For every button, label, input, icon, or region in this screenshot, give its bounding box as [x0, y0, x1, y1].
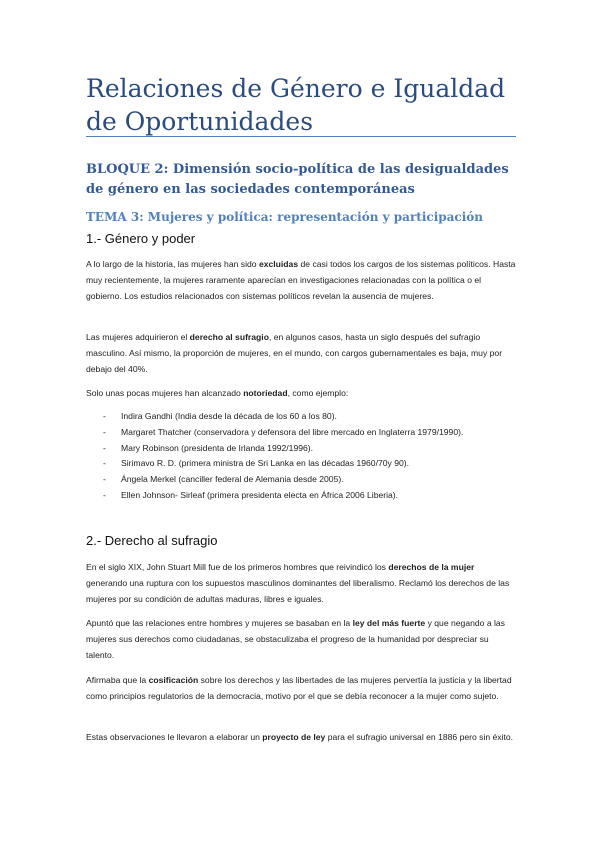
list-item-text: Ángela Merkel (canciller federal de Alemania desde 2005). — [121, 474, 344, 485]
bold-term: cosificación — [148, 675, 199, 685]
list-item-text: Sirimavo R. D. (primera ministra de Sri Lanka en las décadas 1960/70y 90). — [121, 458, 410, 469]
text-run: Afirmaba que la — [86, 675, 149, 685]
tema-heading: TEMA 3: Mujeres y política: representación y participación — [86, 210, 484, 224]
text-run: para el sufragio universal en 1886 pero sin éxito. — [325, 732, 514, 742]
bullet-dash: - — [103, 411, 106, 421]
text-run: de casi todos los cargos de los sistemas políticos. Hasta muy recientemente, la mujeres raramente aparecían en investigaciones relacionadas con la política o el gobierno. Los estudios relacionados con sistemas políticos revelan la ausencia de mujeres. — [86, 259, 516, 301]
bullet-dash: - — [103, 489, 106, 500]
section2-paragraph-1 — [86, 560, 516, 607]
text-run: generando una ruptura con los supuestos masculinos dominantes del liberalismo. Reclamó los derechos de las mujeres por su condición de adultas maduras, libres e iguales. — [86, 577, 510, 604]
section2-paragraph-2 — [86, 616, 516, 663]
bullet-dash: - — [103, 474, 106, 485]
list-item — [86, 488, 516, 504]
bold-term: ley del más fuerte — [352, 618, 426, 628]
bold-term: notoriedad — [243, 388, 288, 398]
section1-paragraph-2 — [86, 330, 516, 377]
text-run: , como ejemplo: — [287, 388, 349, 398]
list-item — [86, 472, 516, 488]
bold-term: derechos de la mujer — [388, 562, 475, 572]
text-run: Las mujeres adquirieron el — [86, 332, 190, 342]
list-item-text: Ellen Johnson- Sirleaf (primera presidenta electa en África 2006 Liberia). — [121, 489, 399, 500]
text-run: A lo largo de la historia, las mujeres han sido — [86, 259, 259, 269]
list-item-text: Mary Robinson (presidenta de Irlanda 1992/1996). — [121, 442, 314, 453]
section1-paragraph-3 — [86, 386, 516, 402]
bullet-dash: - — [103, 426, 106, 437]
text-run: Solo unas pocas mujeres han alcanzado — [86, 388, 244, 398]
text-run: , en algunos casos, hasta un siglo después del sufragio masculino. Así mismo, la proporción de mujeres, en el mundo, con cargos gubernamentales es baja, muy por debajo del 40%. — [86, 332, 503, 374]
section2-paragraph-4 — [86, 730, 516, 746]
bold-term: derecho al sufragio — [189, 332, 269, 342]
section2-heading: 2.- Derecho al sufragio — [86, 533, 218, 548]
bold-term: excluidas — [258, 259, 299, 269]
notable-women-list — [86, 409, 516, 504]
document-title: Relaciones de Género e Igualdad de Oportunidades — [86, 74, 506, 136]
text-run: En el siglo XIX, John Stuart Mill fue de los primeros hombres que reivindicó los — [86, 562, 389, 572]
list-item-text: Indira Gandhi (India desde la década de los 60 a los 80). — [121, 411, 337, 421]
text-run: Apuntó que las relaciones entre hombres y mujeres se basaban en la — [86, 618, 353, 628]
section2-paragraph-3 — [86, 673, 516, 705]
list-item-text: Margaret Thatcher (conservadora y defensora del libre mercado en Inglaterra 1979/1990). — [121, 426, 464, 437]
text-run: y que negando a las mujeres sus derechos como ciudadanas, se obstaculizaba el progreso de la humanidad por despreciar su talento. — [86, 618, 505, 660]
text-run: Estas observaciones le llevaron a elaborar un — [86, 732, 263, 742]
bold-term: proyecto de ley — [262, 732, 326, 742]
list-item — [86, 409, 516, 425]
list-item — [86, 456, 516, 472]
bullet-dash: - — [103, 442, 106, 453]
list-item — [86, 441, 516, 457]
title-underline — [86, 136, 516, 137]
section1-heading: 1.- Género y poder — [86, 231, 196, 246]
text-run: sobre los derechos y las libertades de las mujeres pervertía la justicia y la libertad como principios regulatorios de la democracia, motivo por el que se debía reconocer a la mujer como sujeto. — [86, 675, 512, 701]
section1-paragraph-1 — [86, 257, 516, 304]
list-item — [86, 425, 516, 441]
bullet-dash: - — [103, 458, 106, 469]
bloque-heading: BLOQUE 2: Dimensión socio-política de las desigualdades de género en las sociedades contemporáneas — [86, 162, 509, 197]
